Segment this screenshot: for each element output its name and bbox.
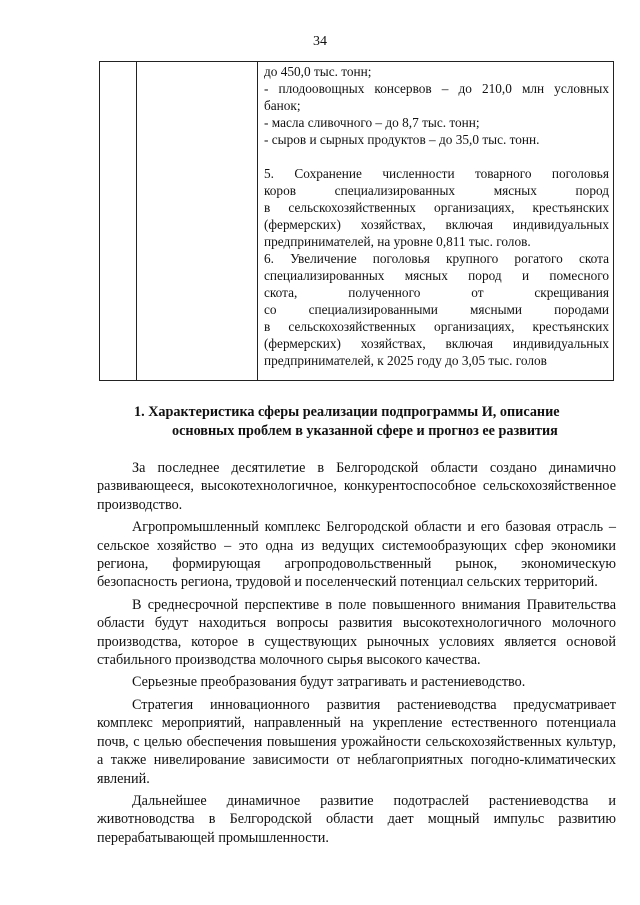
indicator-line: предпринимателей, на уровне 0,811 тыс. голов. [264,234,531,249]
section-heading-line-2: основных проблем в указанной сфере и прогноз ее развития [172,423,558,439]
indicator-line: 6. Увеличение поголовья крупного рогатого скота [264,251,609,266]
blank-line [264,148,609,165]
indicator-line: предпринимателей, к 2025 году до 3,05 тыс. голов [264,353,547,368]
indicator-line: до 450,0 тыс. тонн; [264,64,372,79]
indicator-line: - масла сливочного – до 8,7 тыс. тонн; [264,115,480,130]
indicators-table [99,61,614,381]
page-number: 34 [313,34,327,49]
indicator-line: банок; [264,98,301,113]
paragraph: Агропромышленный комплекс Белгородской области и его базовая отрасль – сельское хозяйство – это одна из ведущих системообразующих сфер экономики региона, формирующая агропродовольственный рынок, экономическую безопасность региона, трудовой и поселенческий потенциал сельских территорий. [97,519,616,591]
table-row [100,62,614,381]
paragraph: Серьезные преобразования будут затрагивать и растениеводство. [132,674,526,691]
body-text [97,459,616,851]
section-heading [134,403,594,441]
paragraph: Стратегия инновационного развития растениеводства предусматривает комплекс мероприятий, направленный на укрепление естественного потенциала почв, с целью обеспечения повышения урожайности сельскохозяйственных культур, а также нивелирование зависимости от неблагоприятных погодно-климатических явлений. [97,696,616,787]
table-cell-indicators [258,62,614,381]
indicator-line: 5. Сохранение численности товарного поголовья [264,166,609,181]
indicator-line: - плодоовощных консервов – до 210,0 млн условных [264,81,609,96]
section-heading-line-1: 1. Характеристика сферы реализации подпрограммы И, описание [134,404,560,420]
indicator-line: в сельскохозяйственных организациях, крестьянских [264,319,609,334]
indicator-line: (фермерских) хозяйствах, включая индивидуальных [264,217,609,232]
indicator-line: в сельскохозяйственных организациях, крестьянских [264,200,609,215]
indicator-line: - сыров и сырных продуктов – до 35,0 тыс. тонн. [264,132,540,147]
indicator-line: (фермерских) хозяйствах, включая индивидуальных [264,336,609,351]
indicator-line: скота, полученного от скрещивания [264,285,609,300]
indicator-line: специализированных мясных пород и помесного [264,268,609,283]
paragraph: Дальнейшее динамичное развитие подотраслей растениеводства и животноводства в Белгородской области дает мощный импульс развитию перерабатывающей промышленности. [97,792,616,846]
indicator-lines [264,63,609,369]
table-cell-number [100,62,137,381]
paragraph: За последнее десятилетие в Белгородской области создано динамично развивающееся, высокотехнологичное, конкурентоспособное сельскохозяйственное производство. [97,460,616,513]
indicator-line: коров специализированных мясных пород [264,183,609,198]
indicator-line: со специализированными мясными породами [264,302,609,317]
table-cell-name [137,62,258,381]
paragraph: В среднесрочной перспективе в поле повышенного внимания Правительства области будут находиться вопросы развития высокотехнологичного молочного производства, которое в существующих рыночных условиях является основой стабильного производства молочного сырья высокого качества. [97,596,616,669]
